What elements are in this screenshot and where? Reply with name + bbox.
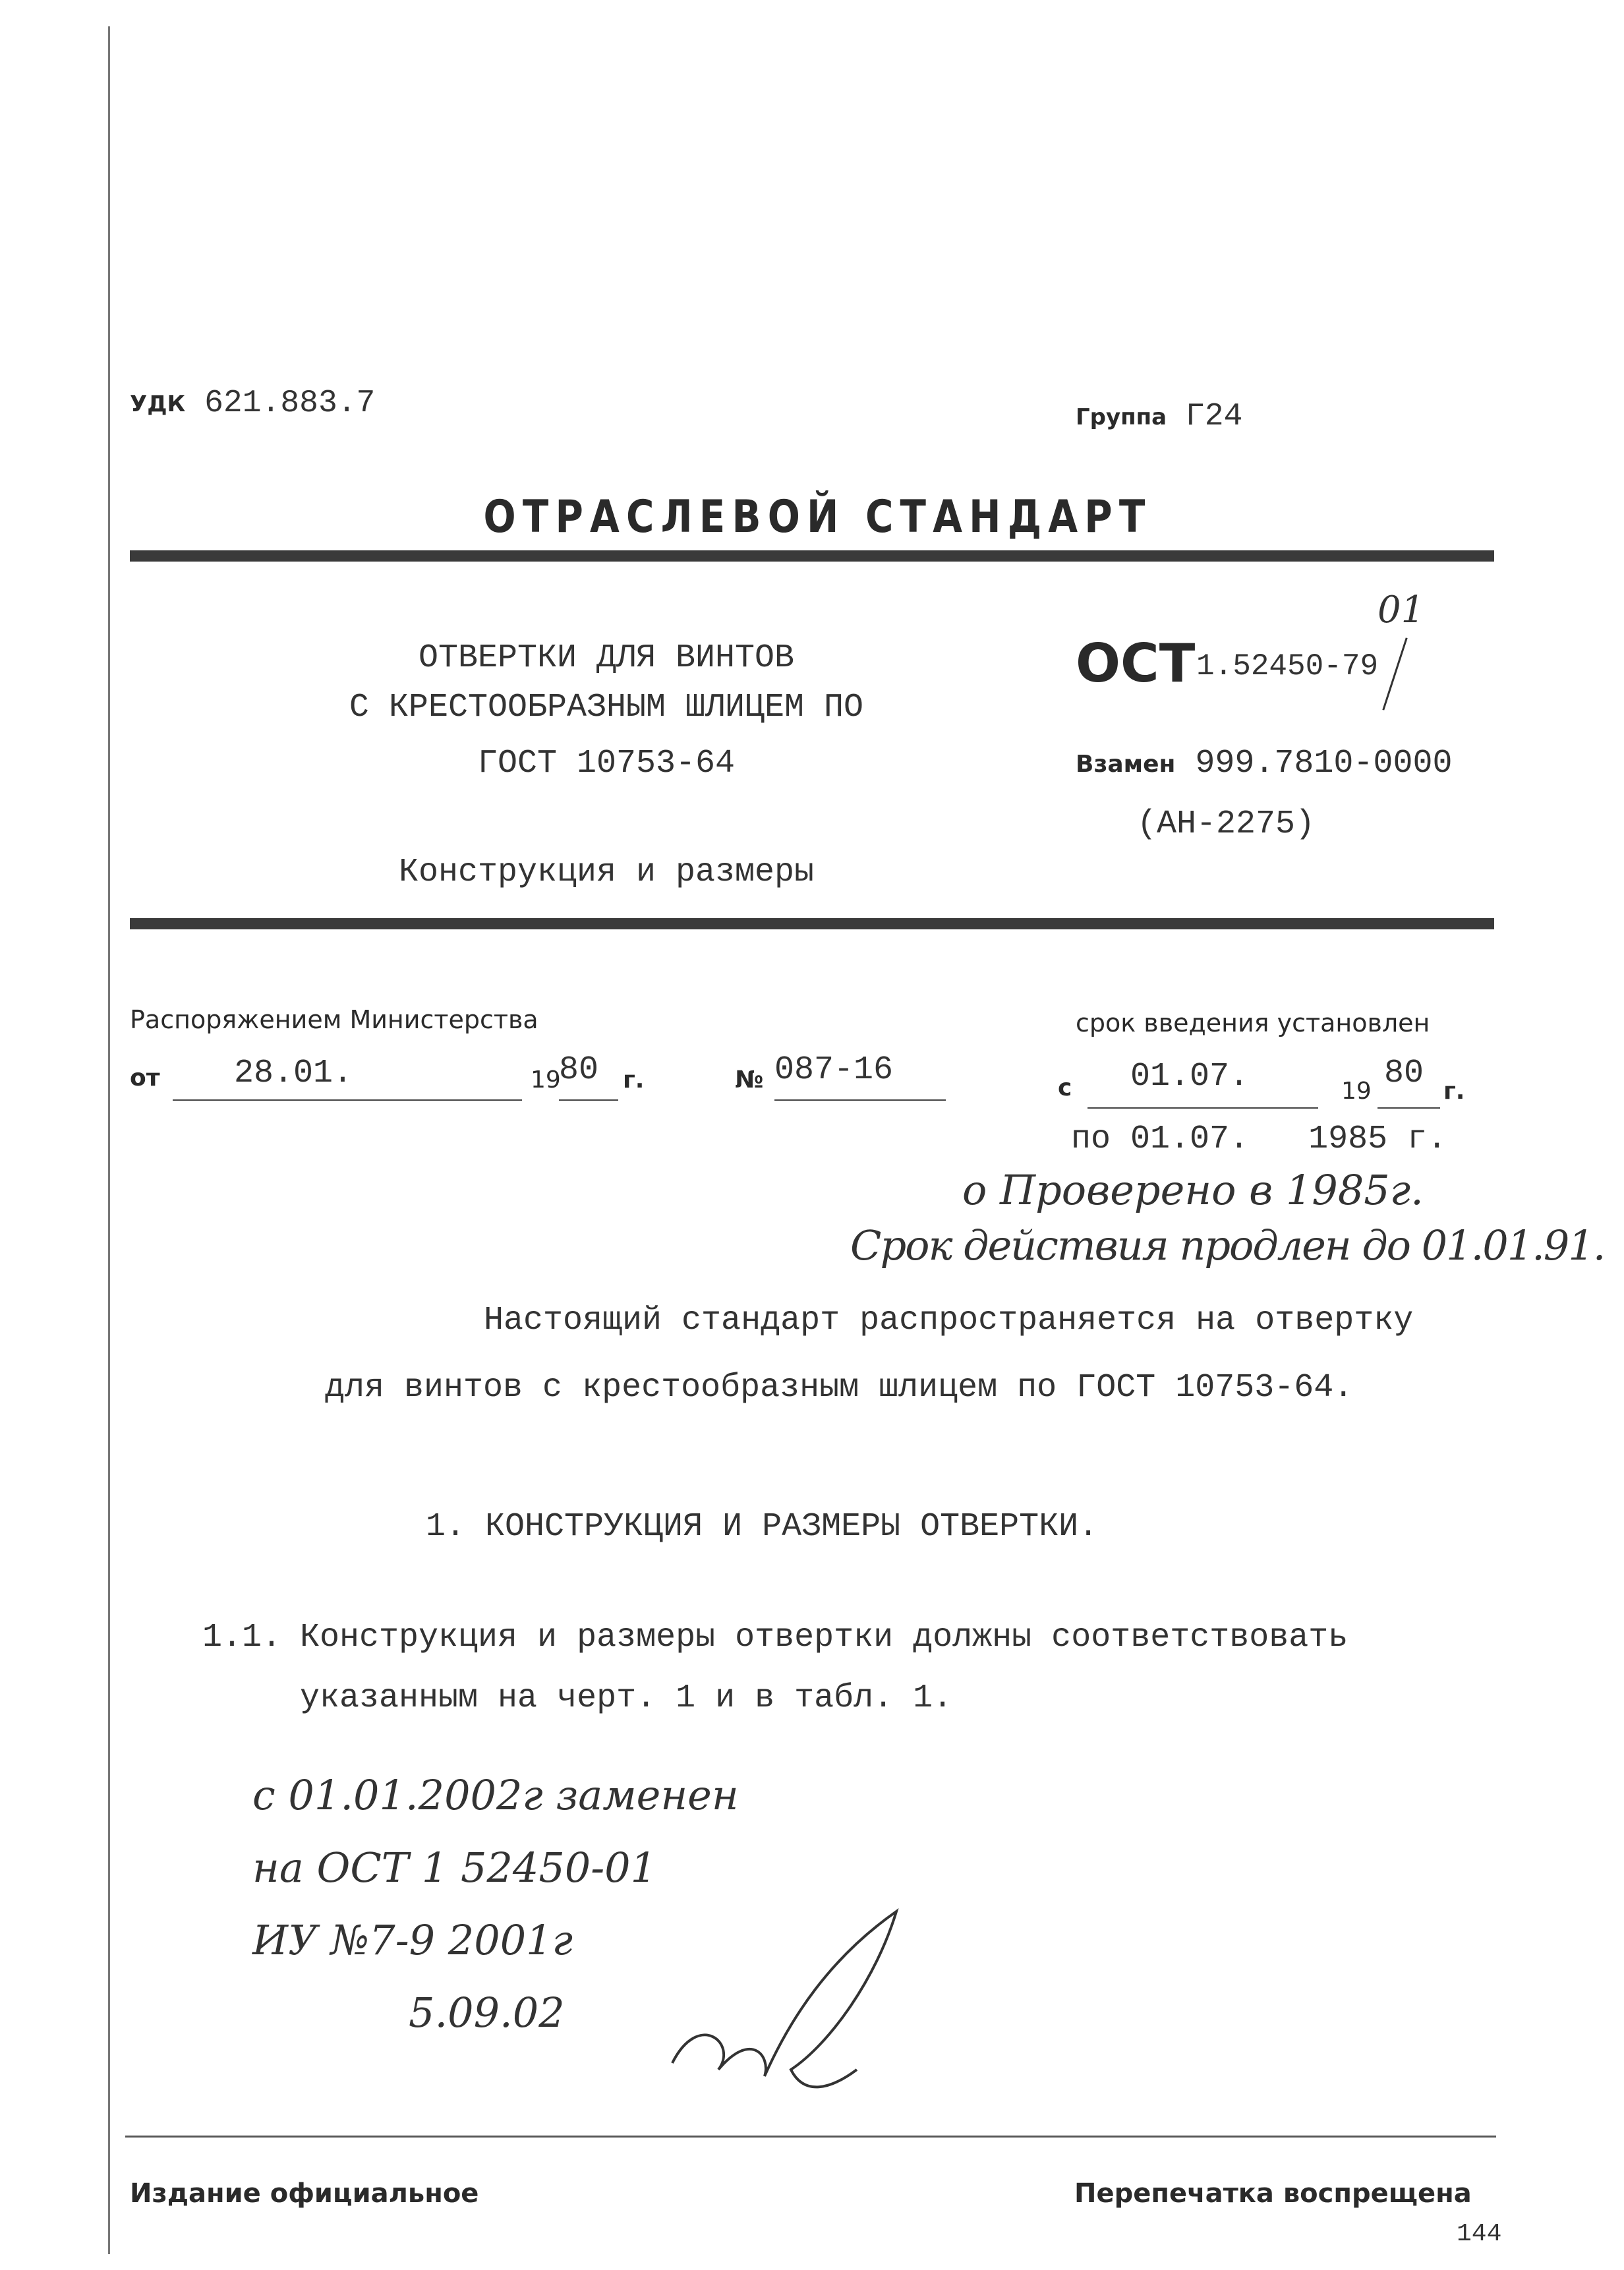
- replaces: [1076, 745, 1452, 783]
- order-date: 28.01.: [234, 1055, 353, 1092]
- signature: [659, 1898, 936, 2116]
- order-number-label: №: [735, 1066, 764, 1093]
- handwritten-extension-note: Срок действия продлен до 01.01.91.: [850, 1221, 1605, 1269]
- title-line-3: ГОСТ 10753-64: [477, 745, 736, 782]
- replaces-code: (АН-2275): [1137, 805, 1316, 843]
- ost-number: 1.52450-79: [1196, 649, 1379, 684]
- ost-handwritten-correction: 01: [1378, 589, 1425, 631]
- order-label: Распоряжением Министерства: [130, 1005, 538, 1034]
- strike-mark: [1382, 637, 1407, 710]
- order-year: 80: [559, 1051, 599, 1089]
- group-value: Г24: [1185, 399, 1243, 434]
- validity-to-label: по: [1071, 1120, 1111, 1158]
- validity-to: [1071, 1120, 1447, 1159]
- heading-rule: [130, 550, 1494, 562]
- title-subtitle: Конструкция и размеры: [398, 854, 815, 891]
- udk-label: УДК: [130, 391, 186, 417]
- footer-official-edition: Издание официальное: [130, 2178, 479, 2209]
- handwritten-replacement-date: 5.09.02: [409, 1989, 565, 2037]
- group-label: Группа: [1076, 404, 1167, 430]
- ost-label: ОСТ: [1076, 633, 1196, 694]
- udk: [130, 386, 375, 422]
- title-line-1: ОТВЕРТКИ ДЛЯ ВИНТОВ: [418, 639, 795, 677]
- replaces-value: 999.7810-0000: [1195, 745, 1453, 782]
- handwritten-replacement-line-3: ИУ №7-9 2001г: [252, 1916, 573, 1964]
- validity-label: срок введения установлен: [1076, 1008, 1430, 1037]
- validity-to-suffix: г.: [1407, 1120, 1447, 1158]
- group: [1076, 399, 1242, 435]
- validity-from-date: 01.07.: [1130, 1058, 1250, 1095]
- validity-year-line: [1378, 1107, 1440, 1109]
- validity-to-year: 1985: [1308, 1120, 1388, 1158]
- order-number: 087-16: [774, 1051, 894, 1089]
- validity-from-line: [1088, 1107, 1318, 1109]
- clause-line-1: Конструкция и размеры отвертки должны соответствовать: [300, 1619, 1348, 1656]
- intro-line-2: для винтов с крестообразным шлицем по ГОСТ 10753-64.: [325, 1369, 1354, 1407]
- handwritten-replacement-line-1: с 01.01.2002г заменен: [252, 1771, 739, 1819]
- validity-year-prefix: 19: [1341, 1078, 1372, 1105]
- handwritten-checked-note: о Проверено в 1985г.: [962, 1166, 1424, 1214]
- order-year-suffix: г.: [623, 1066, 645, 1093]
- replaces-label: Взамен: [1076, 751, 1176, 778]
- clause-line-2: указанным на черт. 1 и в табл. 1.: [300, 1679, 953, 1717]
- order-number-line: [774, 1099, 946, 1101]
- page-number: 144: [1457, 2220, 1502, 2248]
- title-rule: [130, 918, 1494, 929]
- order-year-line: [559, 1099, 618, 1101]
- footer-rule: [125, 2136, 1496, 2138]
- order-date-line: [173, 1099, 522, 1101]
- udk-value: 621.883.7: [204, 386, 376, 421]
- footer-reprint-prohibited: Перепечатка воспрещена: [1074, 2178, 1472, 2209]
- handwritten-replacement-line-2: на ОСТ 1 52450-01: [252, 1844, 657, 1892]
- title-line-2: С КРЕСТООБРАЗНЫМ ШЛИЦЕМ ПО: [349, 689, 864, 726]
- validity-to-date: 01.07.: [1130, 1120, 1250, 1158]
- document-heading: ОТРАСЛЕВОЙ СТАНДАРТ: [483, 491, 1152, 543]
- validity-year-suffix: г.: [1443, 1078, 1465, 1105]
- clause-number: 1.1.: [202, 1619, 282, 1656]
- validity-year: 80: [1384, 1055, 1424, 1092]
- order-from-label: от: [130, 1064, 160, 1091]
- validity-from-label: с: [1058, 1074, 1072, 1101]
- order-year-prefix: 19: [531, 1066, 561, 1093]
- page-border-line: [108, 26, 110, 2254]
- section-heading: 1. КОНСТРУКЦИЯ И РАЗМЕРЫ ОТВЕРТКИ.: [426, 1508, 1099, 1546]
- intro-line-1: Настоящий стандарт распространяется на отвертку: [484, 1302, 1414, 1339]
